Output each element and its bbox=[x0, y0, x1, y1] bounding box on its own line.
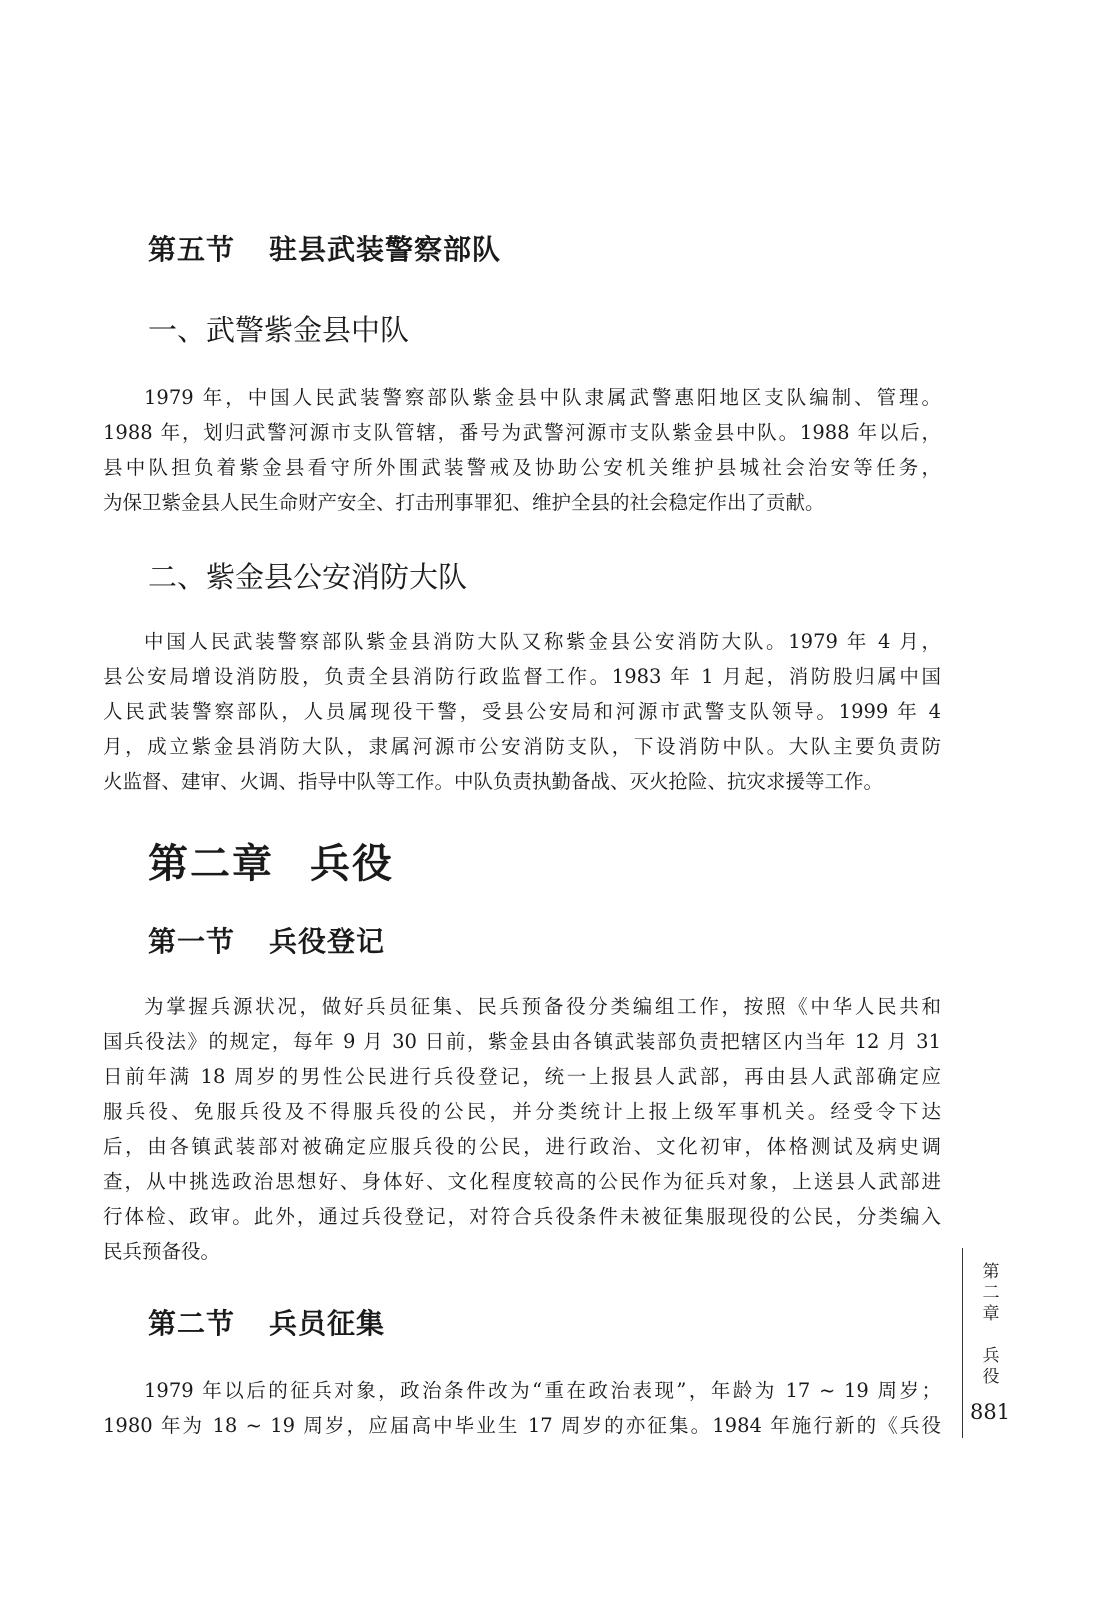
section-title: 兵役登记 bbox=[269, 925, 386, 958]
text-line: 服兵役、免服兵役及不得服兵役的公民，并分类统计上报上级军事机关。经受令下达 bbox=[103, 1100, 941, 1123]
paragraph bbox=[103, 1373, 941, 1443]
section-heading bbox=[148, 920, 385, 960]
section-title: 驻县武装警察部队 bbox=[269, 233, 502, 266]
chapter-number: 第二章 bbox=[148, 840, 274, 887]
text-line: 中国人民武装警察部队紫金县消防大队又称紫金县公安消防大队。1979 年 4 月， bbox=[144, 630, 941, 653]
paragraph bbox=[103, 624, 941, 799]
text-line: 日前年满 18 周岁的男性公民进行兵役登记，统一上报县人武部，再由县人武部确定应 bbox=[103, 1065, 941, 1088]
section-title: 兵员征集 bbox=[269, 1307, 386, 1340]
text-line: 县中队担负着紫金县看守所外围武装警戒及协助公安机关维护县城社会治安等任务， bbox=[103, 456, 941, 479]
section-number: 第二节 bbox=[148, 1307, 236, 1340]
text-line: 火监督、建审、火调、指导中队等工作。中队负责执勤备战、灭火抢险、抗灾求援等工作。 bbox=[103, 770, 884, 793]
text-line: 1979 年以后的征兵对象，政治条件改为“重在政治表现”，年龄为 17 ~ 19 周岁； bbox=[144, 1379, 941, 1402]
text-line: 1988 年，划归武警河源市支队管辖，番号为武警河源市支队紫金县中队。1988 年以后， bbox=[103, 421, 941, 444]
text-line: 民兵预备役。 bbox=[103, 1240, 221, 1263]
section-heading bbox=[148, 228, 501, 268]
text-line: 查，从中挑选政治思想好、身体好、文化程度较高的公民作为征兵对象，上送县人武部进 bbox=[103, 1170, 941, 1193]
text-line: 1980 年为 18 ~ 19 周岁，应届高中毕业生 17 周岁的亦征集。1984 年施行新的《兵役 bbox=[103, 1414, 941, 1437]
text-line: 后，由各镇武装部对被确定应服兵役的公民，进行政治、文化初审，体格测试及病史调 bbox=[103, 1135, 941, 1158]
text-line: 月，成立紫金县消防大队，隶属河源市公安消防支队，下设消防中队。大队主要负责防 bbox=[103, 735, 941, 758]
text-line: 县公安局增设消防股，负责全县消防行政监督工作。1983 年 1 月起，消防股归属中国 bbox=[103, 665, 941, 688]
page-number: 881 bbox=[970, 1400, 1011, 1424]
margin-chapter-label: 第 二 章 兵 役 bbox=[982, 1262, 1000, 1387]
chapter-heading bbox=[148, 832, 394, 889]
paragraph bbox=[103, 989, 941, 1269]
text-line: 人民武装警察部队，人员属现役干警，受县公安局和河源市武警支队领导。1999 年 4 bbox=[103, 700, 941, 723]
margin-rule bbox=[962, 1248, 963, 1438]
paragraph bbox=[103, 380, 941, 520]
text-line: 为掌握兵源状况，做好兵员征集、民兵预备役分类编组工作，按照《中华人民共和 bbox=[144, 995, 941, 1018]
text-line: 行体检、政审。此外，通过兵役登记，对符合兵役条件未被征集服现役的公民，分类编入 bbox=[103, 1205, 941, 1228]
text-line: 1979 年，中国人民武装警察部队紫金县中队隶属武警惠阳地区支队编制、管理。 bbox=[144, 386, 941, 409]
section-heading bbox=[148, 1302, 385, 1342]
section-number: 第一节 bbox=[148, 925, 236, 958]
text-line: 国兵役法》的规定，每年 9 月 30 日前，紫金县由各镇武装部负责把辖区内当年 12 月 31 bbox=[103, 1030, 941, 1053]
chapter-title: 兵役 bbox=[310, 840, 394, 887]
text-line: 为保卫紫金县人民生命财产安全、打击刑事罪犯、维护全县的社会稳定作出了贡献。 bbox=[103, 491, 825, 514]
subsection-heading: 一、武警紫金县中队 bbox=[148, 313, 410, 347]
subsection-heading: 二、紫金县公安消防大队 bbox=[148, 560, 468, 594]
section-number: 第五节 bbox=[148, 233, 236, 266]
